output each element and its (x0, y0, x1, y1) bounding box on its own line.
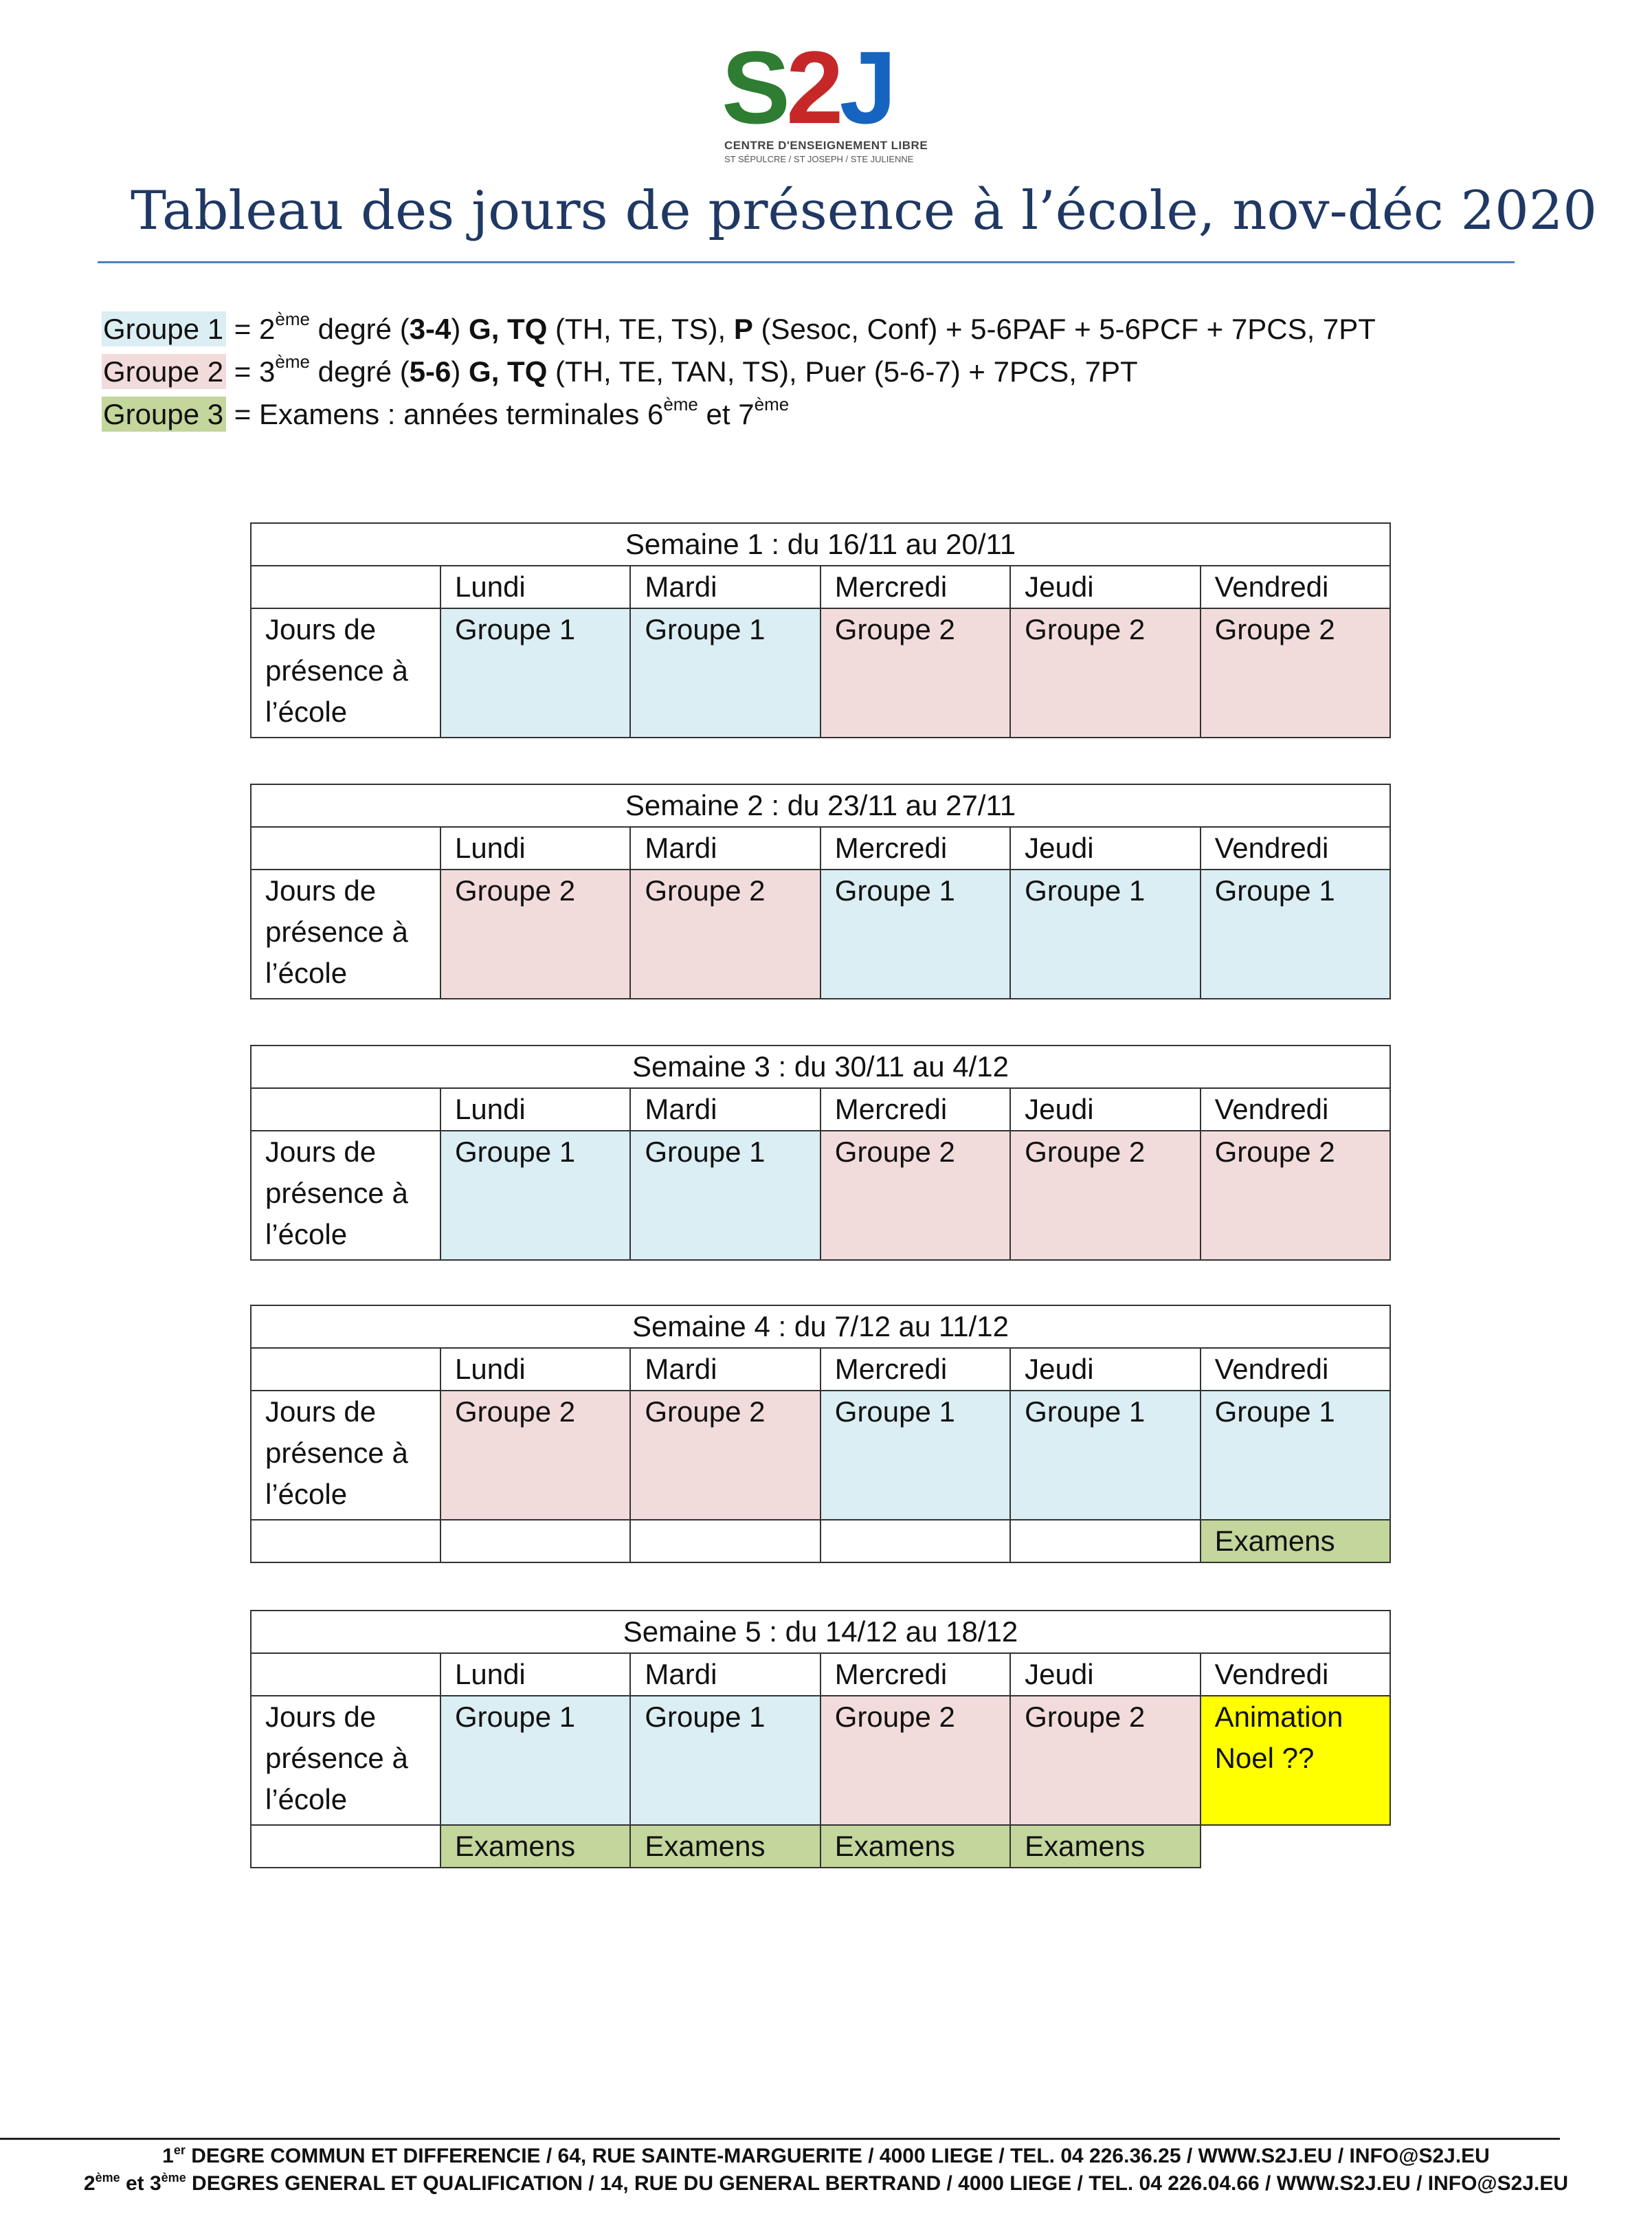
legend-sup: ème (754, 394, 790, 414)
footer-text: et 3 (120, 2172, 161, 2195)
logo-subtitle: CENTRE D'ENSEIGNEMENT LIBRE (724, 139, 928, 152)
group-cell: Groupe 1 (1201, 1391, 1390, 1520)
logo-letter-s: S (722, 30, 787, 145)
legend-sup: ème (275, 351, 310, 372)
empty-cell (821, 1520, 1010, 1562)
legend-text: ) (451, 355, 469, 388)
week-1-table (250, 522, 1391, 738)
legend-group-3-label: Groupe 3 (102, 397, 226, 432)
day-header: Mardi (630, 566, 820, 608)
day-header: Jeudi (1010, 1348, 1200, 1391)
group-cell: Groupe 2 (821, 1696, 1010, 1825)
week-4-table (250, 1305, 1391, 1563)
day-header: Vendredi (1201, 827, 1390, 870)
legend-text: = 3 (226, 355, 276, 388)
group-cell: Groupe 2 (821, 1131, 1010, 1260)
legend-group-1 (102, 308, 1376, 351)
exam-cell: Examens (440, 1825, 630, 1868)
empty-cell (251, 1653, 440, 1696)
exam-cell: Examens (630, 1825, 820, 1868)
logo-letter-j: J (839, 30, 893, 145)
week-3-table (250, 1045, 1391, 1261)
day-header: Vendredi (1201, 1088, 1390, 1131)
group-cell: Groupe 1 (1010, 870, 1200, 999)
group-cell: Groupe 2 (1010, 1131, 1200, 1260)
empty-cell (440, 1520, 630, 1562)
legend-text: = Examens : années terminales 6 (226, 398, 664, 430)
day-header: Vendredi (1201, 1348, 1390, 1391)
footer-text: 2 (83, 2172, 96, 2195)
day-header: Mardi (630, 827, 820, 870)
week-2-table (250, 784, 1391, 999)
day-header: Mercredi (821, 827, 1010, 870)
logo-schools: ST SÉPULCRE / ST JOSEPH / STE JULIENNE (724, 154, 914, 164)
group-cell: Groupe 2 (1010, 608, 1200, 738)
day-header: Mardi (630, 1088, 820, 1131)
legend-text: (Sesoc, Conf) + 5-6PAF + 5-6PCF + 7PCS, 7PT (752, 313, 1376, 345)
footer-sup: ème (161, 2171, 186, 2185)
legend-bold: G, TQ (469, 313, 548, 345)
legend-group-1-label: Groupe 1 (102, 311, 226, 346)
empty-cell (1010, 1520, 1200, 1562)
group-cell: Groupe 1 (630, 1696, 820, 1825)
legend-text: ) (451, 313, 469, 345)
legend-sup: ème (275, 309, 310, 329)
day-header: Mercredi (821, 1088, 1010, 1131)
logo-digit-2: 2 (786, 30, 840, 145)
legend-text: = 2 (226, 313, 276, 345)
day-header: Jeudi (1010, 1088, 1200, 1131)
legend-group-3 (102, 393, 1376, 436)
day-header: Lundi (440, 827, 630, 870)
group-cell: Groupe 1 (1201, 870, 1390, 999)
footer-text: DEGRE COMMUN ET DIFFERENCIE / 64, RUE SAINTE-MARGUERITE / 4000 LIEGE / TEL. 04 226.36.25 / WWW.S2J.EU / INFO@S2J.EU (185, 2145, 1490, 2167)
day-header: Vendredi (1201, 1653, 1390, 1696)
empty-cell (1201, 1825, 1390, 1868)
group-cell: Groupe 1 (440, 1131, 630, 1260)
day-header: Jeudi (1010, 1653, 1200, 1696)
empty-cell (251, 1825, 440, 1868)
day-header: Vendredi (1201, 566, 1390, 608)
logo-mark (722, 30, 893, 145)
title-underline (98, 261, 1515, 263)
empty-cell (251, 1520, 440, 1562)
legend-text: et 7 (697, 398, 755, 430)
group-cell: Groupe 1 (630, 608, 820, 738)
group-cell: Groupe 2 (1201, 608, 1390, 738)
day-header: Lundi (440, 1088, 630, 1131)
group-cell: Groupe 2 (1201, 1131, 1390, 1260)
page-title: Tableau des jours de présence à l’école, nov-déc 2020 (131, 180, 1597, 242)
group-legend (102, 308, 1376, 436)
legend-text: degré ( (309, 355, 410, 388)
legend-text: (TH, TE, TAN, TS), Puer (5-6-7) + 7PCS, 7PT (547, 355, 1138, 388)
empty-cell (251, 566, 440, 608)
group-cell: Groupe 1 (1010, 1391, 1200, 1520)
group-cell: Groupe 2 (630, 1391, 820, 1520)
row-label: Jours de présence à l’école (251, 608, 440, 738)
group-cell: Groupe 2 (630, 870, 820, 999)
day-header: Lundi (440, 1653, 630, 1696)
group-cell: Groupe 1 (440, 1696, 630, 1825)
week-5-table (250, 1610, 1391, 1868)
week-title: Semaine 1 : du 16/11 au 20/11 (251, 523, 1390, 566)
empty-cell (251, 827, 440, 870)
exam-cell: Examens (821, 1825, 1010, 1868)
legend-text: degré ( (309, 313, 410, 345)
week-title: Semaine 2 : du 23/11 au 27/11 (251, 784, 1390, 827)
legend-group-2-label: Groupe 2 (102, 354, 226, 389)
day-header: Mercredi (821, 1653, 1010, 1696)
empty-cell (251, 1088, 440, 1131)
footer-sup: ème (95, 2171, 120, 2185)
row-label: Jours de présence à l’école (251, 1131, 440, 1260)
day-header: Jeudi (1010, 566, 1200, 608)
group-cell: Groupe 2 (440, 1391, 630, 1520)
row-label: Jours de présence à l’école (251, 870, 440, 999)
group-cell: Groupe 2 (821, 608, 1010, 738)
day-header: Lundi (440, 1348, 630, 1391)
school-logo (715, 30, 928, 166)
footer-rule (0, 2138, 1560, 2140)
week-title: Semaine 4 : du 7/12 au 11/12 (251, 1305, 1390, 1348)
group-cell: Groupe 1 (440, 608, 630, 738)
group-cell: Groupe 1 (821, 870, 1010, 999)
legend-bold: P (733, 313, 753, 345)
day-header: Lundi (440, 566, 630, 608)
legend-text: (TH, TE, TS), (547, 313, 734, 345)
empty-cell (630, 1520, 820, 1562)
legend-bold: G, TQ (469, 355, 548, 388)
exam-cell: Examens (1201, 1520, 1390, 1562)
row-label: Jours de présence à l’école (251, 1696, 440, 1825)
footer-sup: er (173, 2143, 186, 2157)
exam-cell: Examens (1010, 1825, 1200, 1868)
group-cell: Groupe 2 (1010, 1696, 1200, 1825)
day-header: Mercredi (821, 1348, 1010, 1391)
week-title: Semaine 5 : du 14/12 au 18/12 (251, 1611, 1390, 1653)
animation-cell: Animation Noel ?? (1201, 1696, 1390, 1825)
group-cell: Groupe 1 (821, 1391, 1010, 1520)
group-cell: Groupe 1 (630, 1131, 820, 1260)
day-header: Mardi (630, 1653, 820, 1696)
empty-cell (251, 1348, 440, 1391)
footer-line-2 (0, 2172, 1652, 2196)
legend-sup: ème (663, 394, 698, 414)
footer-line-1 (0, 2145, 1652, 2168)
legend-group-2 (102, 351, 1376, 393)
group-cell: Groupe 2 (440, 870, 630, 999)
footer-text: 1 (162, 2145, 174, 2167)
legend-bold: 3-4 (409, 313, 451, 345)
day-header: Mercredi (821, 566, 1010, 608)
footer-text: DEGRES GENERAL ET QUALIFICATION / 14, RUE DU GENERAL BERTRAND / 4000 LIEGE / TEL. 04 226.04.66 / WWW.S2J.EU / INFO@S2J.EU (186, 2172, 1569, 2195)
day-header: Jeudi (1010, 827, 1200, 870)
legend-bold: 5-6 (409, 355, 451, 388)
row-label: Jours de présence à l’école (251, 1391, 440, 1520)
week-title: Semaine 3 : du 30/11 au 4/12 (251, 1046, 1390, 1088)
day-header: Mardi (630, 1348, 820, 1391)
